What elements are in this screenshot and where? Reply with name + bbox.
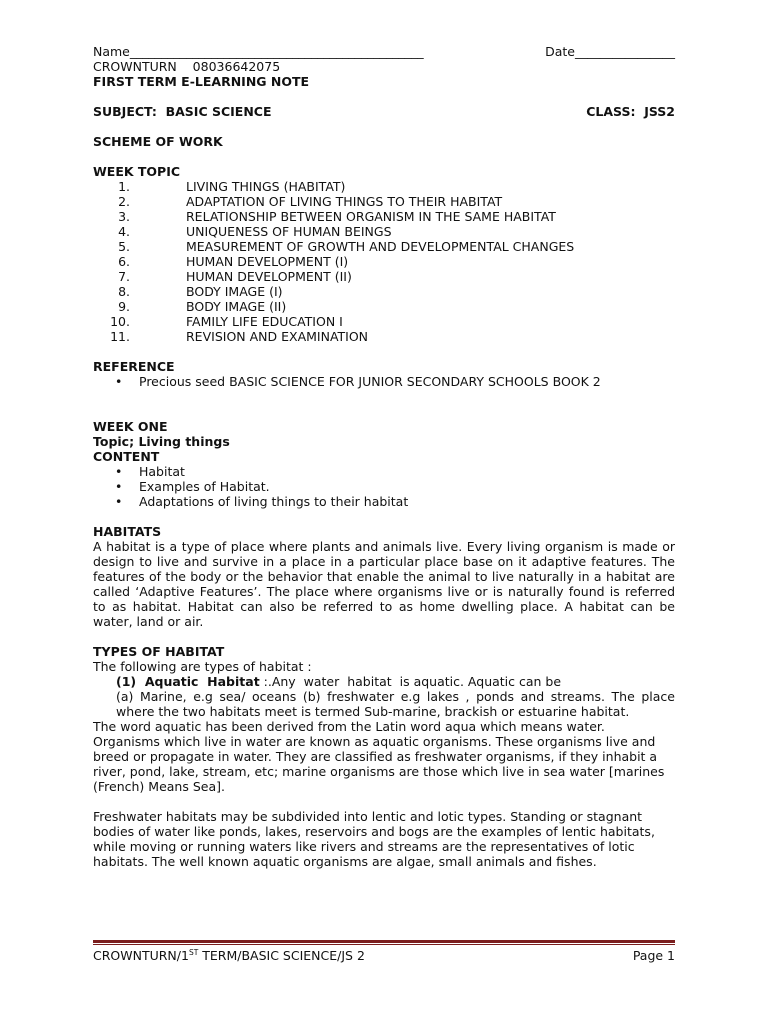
aquatic-paragraph: The word aquatic has been derived from the Latin word aqua which means water. Organisms which live in water are known as aquatic organisms. These organisms live and breed or propagate in water. They are classified as freshwater organisms, if they inhabit a river, pond, lake, stream, etc; marine organisms are those which live in sea water [marines (French) Means Sea]. [93, 719, 665, 794]
aquatic-habitat-item [93, 674, 675, 719]
scheme-list [93, 179, 675, 344]
content-list [93, 464, 675, 509]
scheme-item-topic: ADAPTATION OF LIVING THINGS TO THEIR HABITAT [186, 194, 503, 209]
note-title: FIRST TERM E-LEARNING NOTE [93, 74, 310, 89]
page-number: Page 1 [632, 948, 675, 963]
habitats-heading: HABITATS [93, 524, 162, 539]
scheme-item [93, 179, 675, 194]
scheme-item [93, 329, 675, 344]
footer-superscript: ST [188, 947, 199, 957]
scheme-item-topic: UNIQUENESS OF HUMAN BEINGS [186, 224, 392, 239]
class-label: CLASS: JSS2 [586, 104, 675, 119]
reference-list [93, 374, 675, 389]
scheme-item [93, 299, 675, 314]
types-intro: The following are types of habitat : [93, 659, 312, 674]
scheme-item-topic: FAMILY LIFE EDUCATION I [186, 314, 343, 329]
aquatic-habitat-label: (1) Aquatic Habitat [116, 674, 260, 689]
habitats-paragraph: A habitat is a type of place where plants and animals live. Every living organism is made or design to live and survive in a place in a particular place base on it adaptive features. The features of the body or the behavior that enable the animal to live naturally in a habitat are called ‘Adaptive Features’. The place where organisms live or is naturally found is referred to as habitat. Habitat can also be referred to as home dwelling place. A habitat can be water, land or air. [93, 539, 675, 629]
scheme-item-number: 2. [118, 194, 130, 209]
scheme-item-number: 4. [118, 224, 130, 239]
subject-class-row [93, 104, 675, 119]
aquatic-habitat-text: :.Any water habitat is aquatic. Aquatic can be [259, 674, 562, 689]
freshwater-paragraph: Freshwater habitats may be subdivided into lentic and lotic types. Standing or stagnant bodies of water like ponds, lakes, reservoirs and bogs are the examples of lentic habitats, while moving or running waters like rivers and streams are the representatives of lotic habitats. The well known aquatic organisms are algae, small animals and fishes. [93, 809, 655, 869]
scheme-item-number: 6. [118, 254, 130, 269]
scheme-item [93, 314, 675, 329]
week-one-heading: WEEK ONE [93, 419, 168, 434]
aquatic-habitat-detail: (a) Marine, e.g sea/ oceans (b) freshwater e.g lakes , ponds and streams. The place where the two habitats meet is termed Sub-marine, brackish or estuarine habitat. [116, 689, 675, 719]
subject-label: SUBJECT: BASIC SCIENCE [93, 104, 272, 119]
scheme-item [93, 284, 675, 299]
content-item: • Habitat [93, 464, 675, 479]
scheme-heading: SCHEME OF WORK [93, 134, 223, 149]
date-field: Date________________ [545, 44, 675, 59]
document-page [93, 44, 675, 869]
scheme-item-number: 5. [118, 239, 130, 254]
footer-suffix: TERM/BASIC SCIENCE/JS 2 [198, 948, 365, 963]
footer-divider [93, 940, 675, 945]
scheme-item-number: 7. [118, 269, 130, 284]
footer-prefix: CROWNTURN/1 [93, 948, 189, 963]
scheme-item-topic: HUMAN DEVELOPMENT (I) [186, 254, 349, 269]
content-item: • Examples of Habitat. [93, 479, 675, 494]
name-field: Name_______________________________________________ [93, 44, 424, 59]
scheme-item-topic: RELATIONSHIP BETWEEN ORGANISM IN THE SAME HABITAT [186, 209, 556, 224]
scheme-item-number: 10. [110, 314, 130, 329]
scheme-item-number: 8. [118, 284, 130, 299]
scheme-item-topic: HUMAN DEVELOPMENT (II) [186, 269, 352, 284]
page-footer [93, 948, 675, 963]
scheme-item-number: 11. [110, 329, 130, 344]
scheme-item-number: 3. [118, 209, 130, 224]
scheme-item [93, 209, 675, 224]
scheme-item-topic: BODY IMAGE (II) [186, 299, 287, 314]
week-topic-heading: WEEK TOPIC [93, 164, 181, 179]
scheme-item-topic: LIVING THINGS (HABITAT) [186, 179, 346, 194]
name-date-row [93, 44, 675, 59]
scheme-item [93, 269, 675, 284]
scheme-item [93, 194, 675, 209]
reference-item: • Precious seed BASIC SCIENCE FOR JUNIOR SECONDARY SCHOOLS BOOK 2 [93, 374, 675, 389]
school-line: CROWNTURN 08036642075 [93, 59, 281, 74]
scheme-item-topic: MEASUREMENT OF GROWTH AND DEVELOPMENTAL CHANGES [186, 239, 575, 254]
scheme-item [93, 254, 675, 269]
scheme-item-number: 1. [118, 179, 130, 194]
scheme-item [93, 224, 675, 239]
week-one-topic: Topic; Living things [93, 434, 230, 449]
scheme-item-number: 9. [118, 299, 130, 314]
content-item: • Adaptations of living things to their habitat [93, 494, 675, 509]
scheme-item-topic: BODY IMAGE (I) [186, 284, 283, 299]
scheme-item-topic: REVISION AND EXAMINATION [186, 329, 369, 344]
footer-left [93, 948, 365, 963]
reference-heading: REFERENCE [93, 359, 175, 374]
scheme-item [93, 239, 675, 254]
content-heading: CONTENT [93, 449, 160, 464]
types-heading: TYPES OF HABITAT [93, 644, 225, 659]
